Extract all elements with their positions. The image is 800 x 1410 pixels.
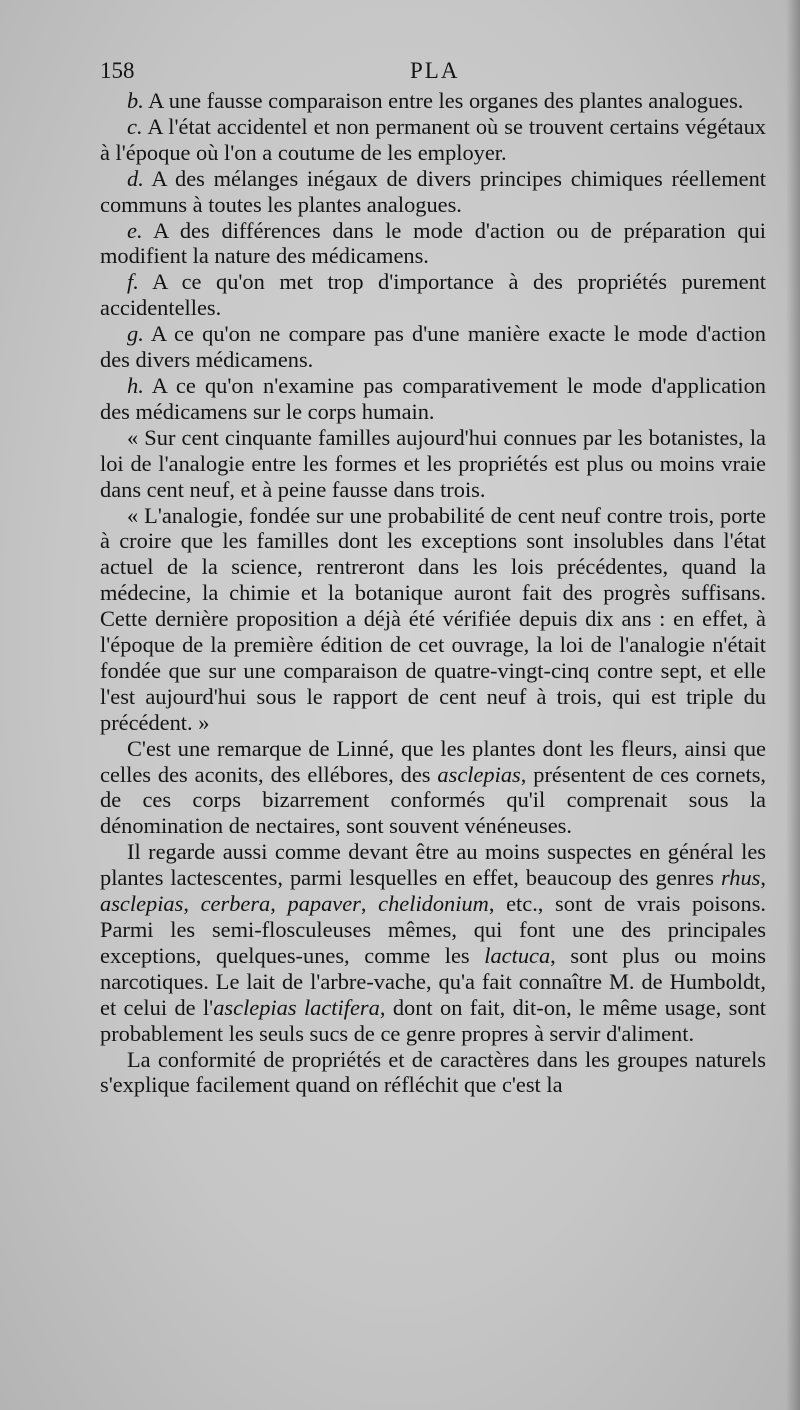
italic-term: papaver (287, 891, 361, 917)
text-run: , etc., sont de vrais poisons. Parmi les semi-flosculeuses mêmes, qui font une des principales exceptions, quelques-unes, comme les (100, 891, 767, 968)
page-header (100, 58, 764, 88)
quote-paragraph-1: « Sur cent cinquante familles aujourd'hui connues par les botanistes, la loi de l'analogie entre les formes et les propriétés est plus ou moins vraie dans cent neuf, et à peine fausse dans trois. (100, 424, 766, 502)
italic-term: chelidonium (378, 891, 489, 917)
paragraph-lactescentes (100, 839, 766, 1046)
item-label: e. (127, 217, 143, 243)
running-head: PLA (410, 58, 460, 83)
paragraph-last: La conformité de propriétés et de caractères dans les groupes naturels s'explique facilement quand on réfléchit que c'est la (100, 1046, 766, 1098)
text-run: , dont on fait, dit-on, le même usage, sont probablement les seuls sucs de ce genre propres à servir d'aliment. (100, 994, 767, 1046)
paragraph-linne (100, 736, 766, 840)
italic-term: lactuca (484, 942, 551, 968)
list-item (100, 88, 766, 114)
item-text: A des mélanges inégaux de divers principes chimiques réellement communs à toutes les plantes analogues. (100, 165, 766, 217)
list-item (100, 321, 766, 373)
text-run: , sont plus ou moins narcotiques. Le lait de l'arbre-vache, qu'a fait connaître M. de Humboldt, et celui de l' (100, 942, 766, 1020)
quote-paragraph-2: « L'analogie, fondée sur une probabilité de cent neuf contre trois, porte à croire que les familles dont les exceptions sont insolubles dans l'état actuel de la science, rentreront dans les lois précédentes, quand la médecine, la chimie et la botanique auront fait des progrès suffisans. Cette dernière proposition a déjà été vérifiée depuis dix ans : en effet, à l'époque de la première édition de cet ouvrage, la loi de l'analogie n'était fondée que sur une comparaison de quatre-vingt-cinq contre sept, et elle l'est aujourd'hui sous le rapport de cent neuf à trois, qui est triple du précédent. » (100, 502, 766, 735)
italic-term: asclepias (100, 891, 184, 917)
text-run: C'est une remarque de Linné, que les plantes dont les fleurs, ainsi que celles des aconits, des ellébores, des (100, 735, 766, 787)
list-item (100, 166, 766, 218)
italic-term: asclepias (437, 761, 521, 787)
item-label: f. (127, 269, 139, 295)
italic-term: cerbera (200, 891, 271, 917)
page-number: 158 (100, 58, 135, 83)
italic-term: rhus (720, 865, 761, 891)
list-item (100, 269, 766, 321)
text-run: Il regarde aussi comme devant être au moins suspectes en général les plantes lactescentes, parmi lesquelles en effet, beaucoup des genres (100, 839, 766, 891)
italic-term: asclepias lactifera (213, 994, 380, 1020)
item-label: b. (127, 88, 144, 113)
item-text: A ce qu'on n'examine pas comparativement le mode d'application des médicamens sur le corps humain. (100, 372, 766, 424)
text-run: , (270, 891, 288, 917)
item-text: A une fausse comparaison entre les organes des plantes analogues. (143, 88, 744, 113)
text-run: , (760, 865, 766, 891)
item-text: A ce qu'on ne compare pas d'une manière exacte le mode d'action des divers médicamens. (100, 321, 766, 373)
item-label: d. (127, 165, 144, 191)
list-item (100, 218, 766, 270)
text-run: , (360, 891, 379, 917)
text-run: , présentent de ces cornets, de ces corps bizarrement conformés qu'il comprenait sous la dénomination de nectaires, sont souvent vénéneuses. (100, 761, 766, 839)
item-label: c. (127, 113, 143, 139)
item-text: A l'état accidentel et non permanent où se trouvent certains végétaux à l'époque où l'on a coutume de les employer. (100, 113, 766, 165)
list-item (100, 373, 766, 425)
text-run: , (183, 891, 201, 917)
item-label: h. (127, 372, 144, 398)
item-label: g. (127, 321, 144, 347)
item-text: A des différences dans le mode d'action ou de préparation qui modifient la nature des médicamens. (100, 217, 766, 269)
body-text (100, 88, 766, 1098)
list-item (100, 114, 766, 166)
item-text: A ce qu'on met trop d'importance à des propriétés purement accidentelles. (100, 269, 766, 321)
page-spine-shadow (786, 0, 800, 1410)
